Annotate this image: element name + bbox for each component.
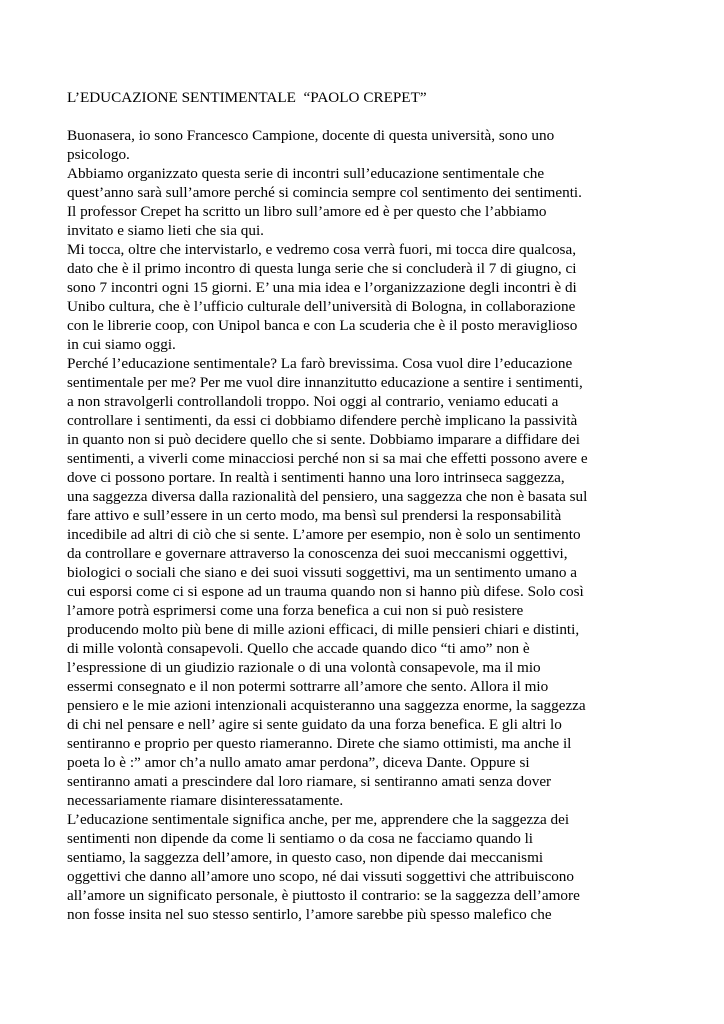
text-line: necessariamente riamare disinteressatamente. [67, 792, 344, 809]
text-line: l’espressione di un giudizio razionale o di una volontà consapevole, ma il mio [67, 659, 541, 676]
text-line: sentimenti, a viverli come minacciosi perché non si sa mai che effetti possono avere e [67, 450, 588, 467]
text-line: una saggezza diversa dalla razionalità del pensiero, una saggezza che non è basata sul [67, 488, 588, 505]
text-line: invitato e siamo lieti che sia qui. [67, 222, 264, 239]
text-line: Mi tocca, oltre che intervistarlo, e vedremo cosa verrà fuori, mi tocca dire qualcosa, [67, 241, 576, 258]
paragraph [67, 810, 667, 924]
text-line: sentiamo, la saggezza dell’amore, in questo caso, non dipende dai meccanismi [67, 849, 544, 866]
text-line: in quanto non si può decidere quello che si sente. Dobbiamo imparare a diffidare dei [67, 431, 580, 448]
text-line: controllare i sentimenti, da essi ci dobbiamo difendere perchè implicano la passività [67, 412, 578, 429]
text-line: l’amore potrà esprimersi come una forza benefica a cui non si può resistere [67, 602, 524, 619]
text-line: fare attivo e sull’essere in un certo modo, ma bensì sul prendersi la responsabilità [67, 507, 562, 524]
document-body [67, 126, 667, 924]
text-line: di mille volontà consapevoli. Quello che accade quando dico “ti amo” non è [67, 640, 530, 657]
text-line: di chi nel pensare e nell’ agire si sente guidato da una forza benefica. E gli altri lo [67, 716, 562, 733]
text-line: oggettivi che danno all’amore uno scopo, né dai vissuti soggettivi che attribuiscono [67, 868, 574, 885]
text-line: producendo molto più bene di mille azioni efficaci, di mille pensieri chiari e distinti, [67, 621, 580, 638]
text-line: Perché l’educazione sentimentale? La farò brevissima. Cosa vuol dire l’educazione [67, 355, 573, 372]
text-line: Buonasera, io sono Francesco Campione, docente di questa università, sono uno [67, 127, 555, 144]
paragraph [67, 240, 667, 354]
text-line: L’educazione sentimentale significa anche, per me, apprendere che la saggezza dei [67, 811, 570, 828]
text-line: incedibile ad altri di ciò che si sente. L’amore per esempio, non è solo un sentimento [67, 526, 581, 543]
text-line: pensiero e le mie azioni intenzionali acquisteranno una saggezza enorme, la saggezza [67, 697, 586, 714]
text-line: all’amore un significato personale, è piuttosto il contrario: se la saggezza dell’amore [67, 887, 580, 904]
text-line: dove ci possono portare. In realtà i sentimenti hanno una loro intrinseca saggezza, [67, 469, 565, 486]
text-line: biologici o sociali che siano e dei suoi vissuti soggettivi, ma un sentimento umano a [67, 564, 577, 581]
document-page [67, 88, 667, 924]
text-line: dato che è il primo incontro di questa lunga serie che si concluderà il 7 di giugno, ci [67, 260, 577, 277]
text-line: non fosse insita nel suo stesso sentirlo, l’amore sarebbe più spesso malefico che [67, 906, 552, 923]
text-line: a non stravolgerli controllandoli troppo. Noi oggi al contrario, veniamo educati a [67, 393, 559, 410]
text-line: sentimentale per me? Per me vuol dire innanzitutto educazione a sentire i sentimenti, [67, 374, 583, 391]
text-line: cui esporsi come ci si espone ad un trauma quando non si hanno più difese. Solo così [67, 583, 584, 600]
text-line: psicologo. [67, 146, 130, 163]
document-title: L’EDUCAZIONE SENTIMENTALE “PAOLO CREPET” [67, 89, 427, 106]
text-line: con le librerie coop, con Unipol banca e con La scuderia che è il posto meraviglioso [67, 317, 578, 334]
paragraph [67, 126, 667, 164]
paragraph [67, 164, 667, 240]
text-line: Il professor Crepet ha scritto un libro sull’amore ed è per questo che l’abbiamo [67, 203, 547, 220]
text-line: in cui siamo oggi. [67, 336, 176, 353]
text-line: poeta lo è :” amor ch’a nullo amato amar perdona”, diceva Dante. Oppure si [67, 754, 530, 771]
text-line: essermi consegnato e il non potermi sottrarre all’amore che sento. Allora il mio [67, 678, 549, 695]
text-line: sentiranno e proprio per questo riameranno. Direte che siamo ottimisti, ma anche il [67, 735, 572, 752]
text-line: da controllare e governare attraverso la conoscenza dei suoi meccanismi oggettivi, [67, 545, 568, 562]
text-line: Abbiamo organizzato questa serie di incontri sull’educazione sentimentale che [67, 165, 545, 182]
paragraph [67, 354, 667, 810]
text-line: sono 7 incontri ogni 15 giorni. E’ una mia idea e l’organizzazione degli incontri è di [67, 279, 577, 296]
text-line: sentiranno amati a prescindere dal loro riamare, si sentiranno amati senza dover [67, 773, 552, 790]
text-line: Unibo cultura, che è l’ufficio culturale dell’università di Bologna, in collaborazione [67, 298, 576, 315]
text-line: quest’anno sarà sull’amore perché si comincia sempre col sentimento dei sentimenti. [67, 184, 582, 201]
text-line: sentimenti non dipende da come li sentiamo o da cosa ne facciamo quando li [67, 830, 534, 847]
